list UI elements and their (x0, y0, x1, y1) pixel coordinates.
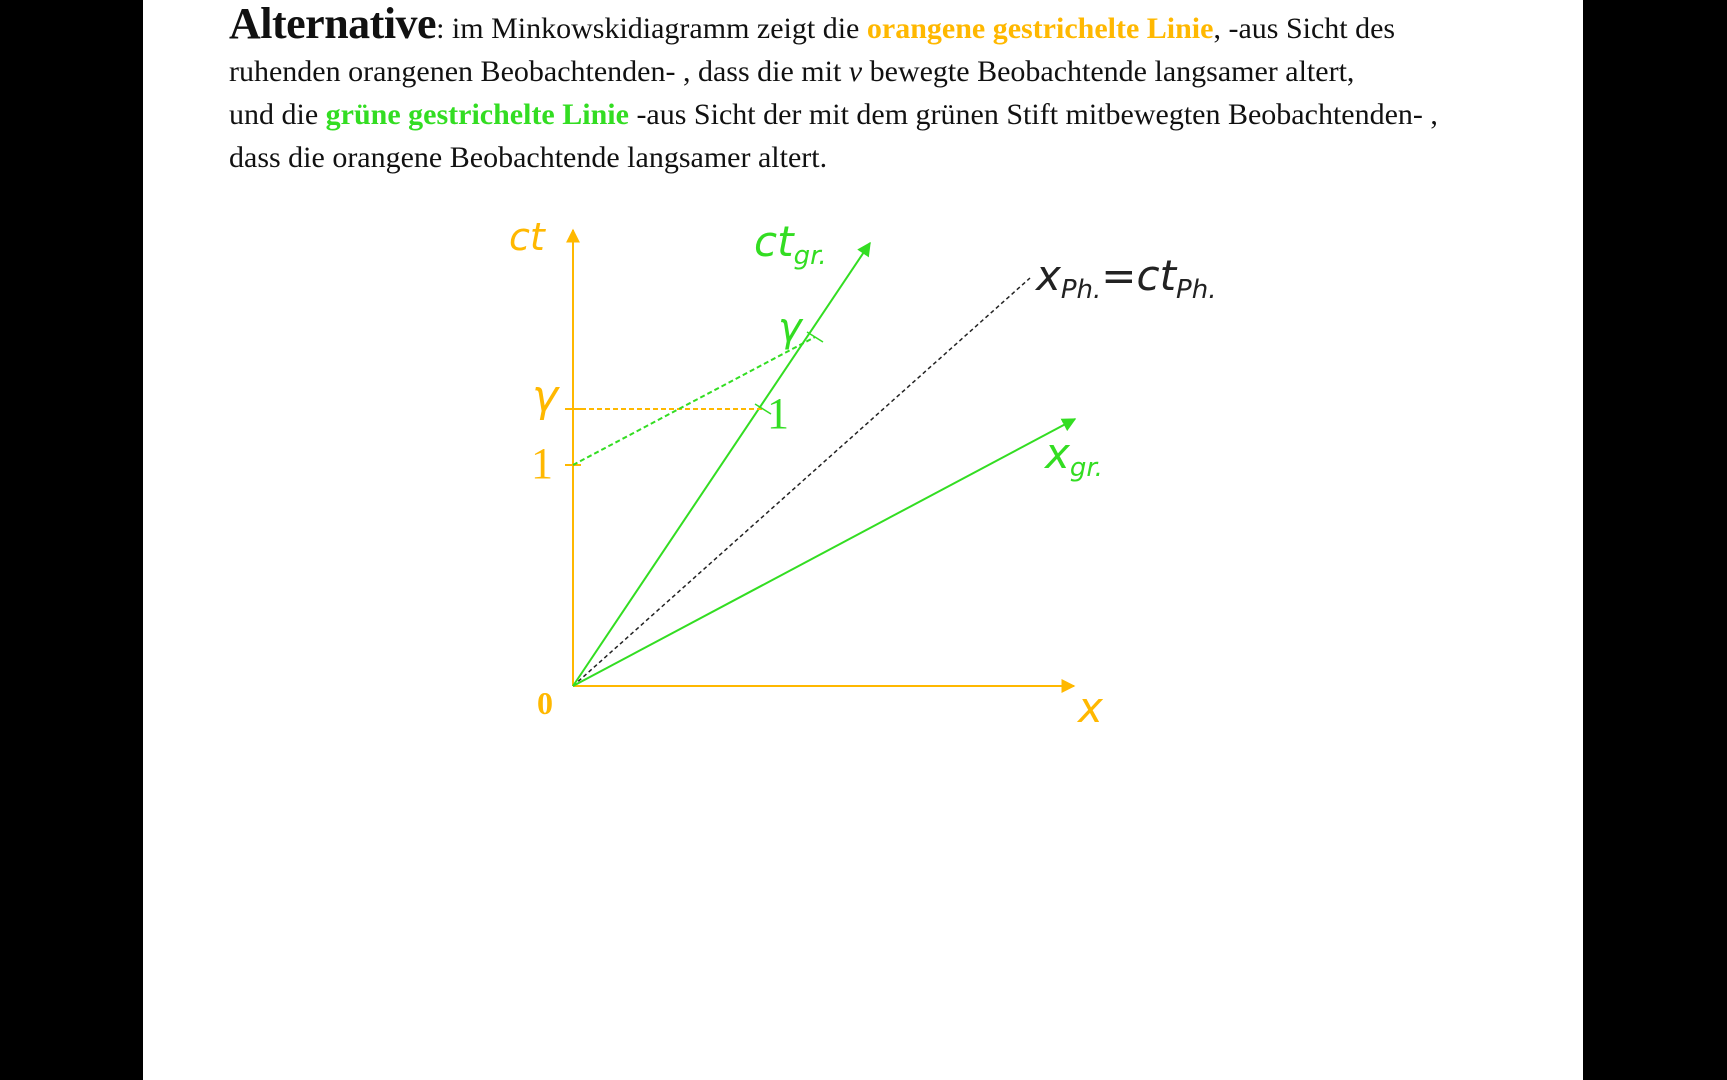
line1-rest: : im Minkowskidiagramm zeigt die (436, 12, 867, 45)
line3-a: und die (229, 98, 326, 131)
photon-x-sub: Ph. (1060, 275, 1102, 305)
x-green-axis (573, 419, 1075, 686)
tick-one-label: 1 (531, 439, 553, 488)
photon-ct-sub: Ph. (1176, 275, 1217, 305)
line4: dass die orangene Beobachtende langsamer altert. (229, 141, 828, 174)
velocity-symbol: v (848, 55, 863, 88)
green-gamma-label: γ (778, 305, 802, 351)
x-green-sub: gr. (1069, 453, 1103, 483)
ct-green-sub: gr. (793, 241, 827, 271)
minkowski-diagram (143, 0, 1583, 1080)
x-green-main: x (1045, 429, 1070, 478)
line2-b: bewegte Beobachtende langsamer altert, (862, 55, 1355, 88)
x-label: x (1078, 683, 1103, 732)
ct-label: ct (509, 215, 545, 259)
photon-ct-main: ct (1136, 251, 1177, 300)
tick-gamma-label: γ (532, 371, 559, 422)
line3-b: -aus Sicht der mit dem grünen Stift mitbewegten Beobachtenden- , (628, 98, 1438, 131)
photon-eq: = (1101, 251, 1137, 300)
orange-phrase: orangene gestrichelte Linie (866, 12, 1214, 45)
x-green-label (1043, 429, 1103, 483)
photon-label (1034, 251, 1216, 305)
heading: Alternative (229, 0, 437, 48)
green-one-label: 1 (767, 389, 789, 438)
ct-green-label (754, 217, 827, 271)
ct-green-axis (573, 243, 870, 686)
origin-label: 0 (537, 685, 553, 721)
line2-a: ruhenden orangenen Beobachtenden- , dass die mit (229, 55, 849, 88)
ct-green-main: ct (754, 217, 794, 266)
line1-end: , -aus Sicht des (1213, 12, 1396, 45)
photon-x-main: x (1036, 251, 1061, 300)
slide (143, 0, 1583, 1080)
green-phrase: grüne gestrichelte Linie (325, 98, 629, 131)
